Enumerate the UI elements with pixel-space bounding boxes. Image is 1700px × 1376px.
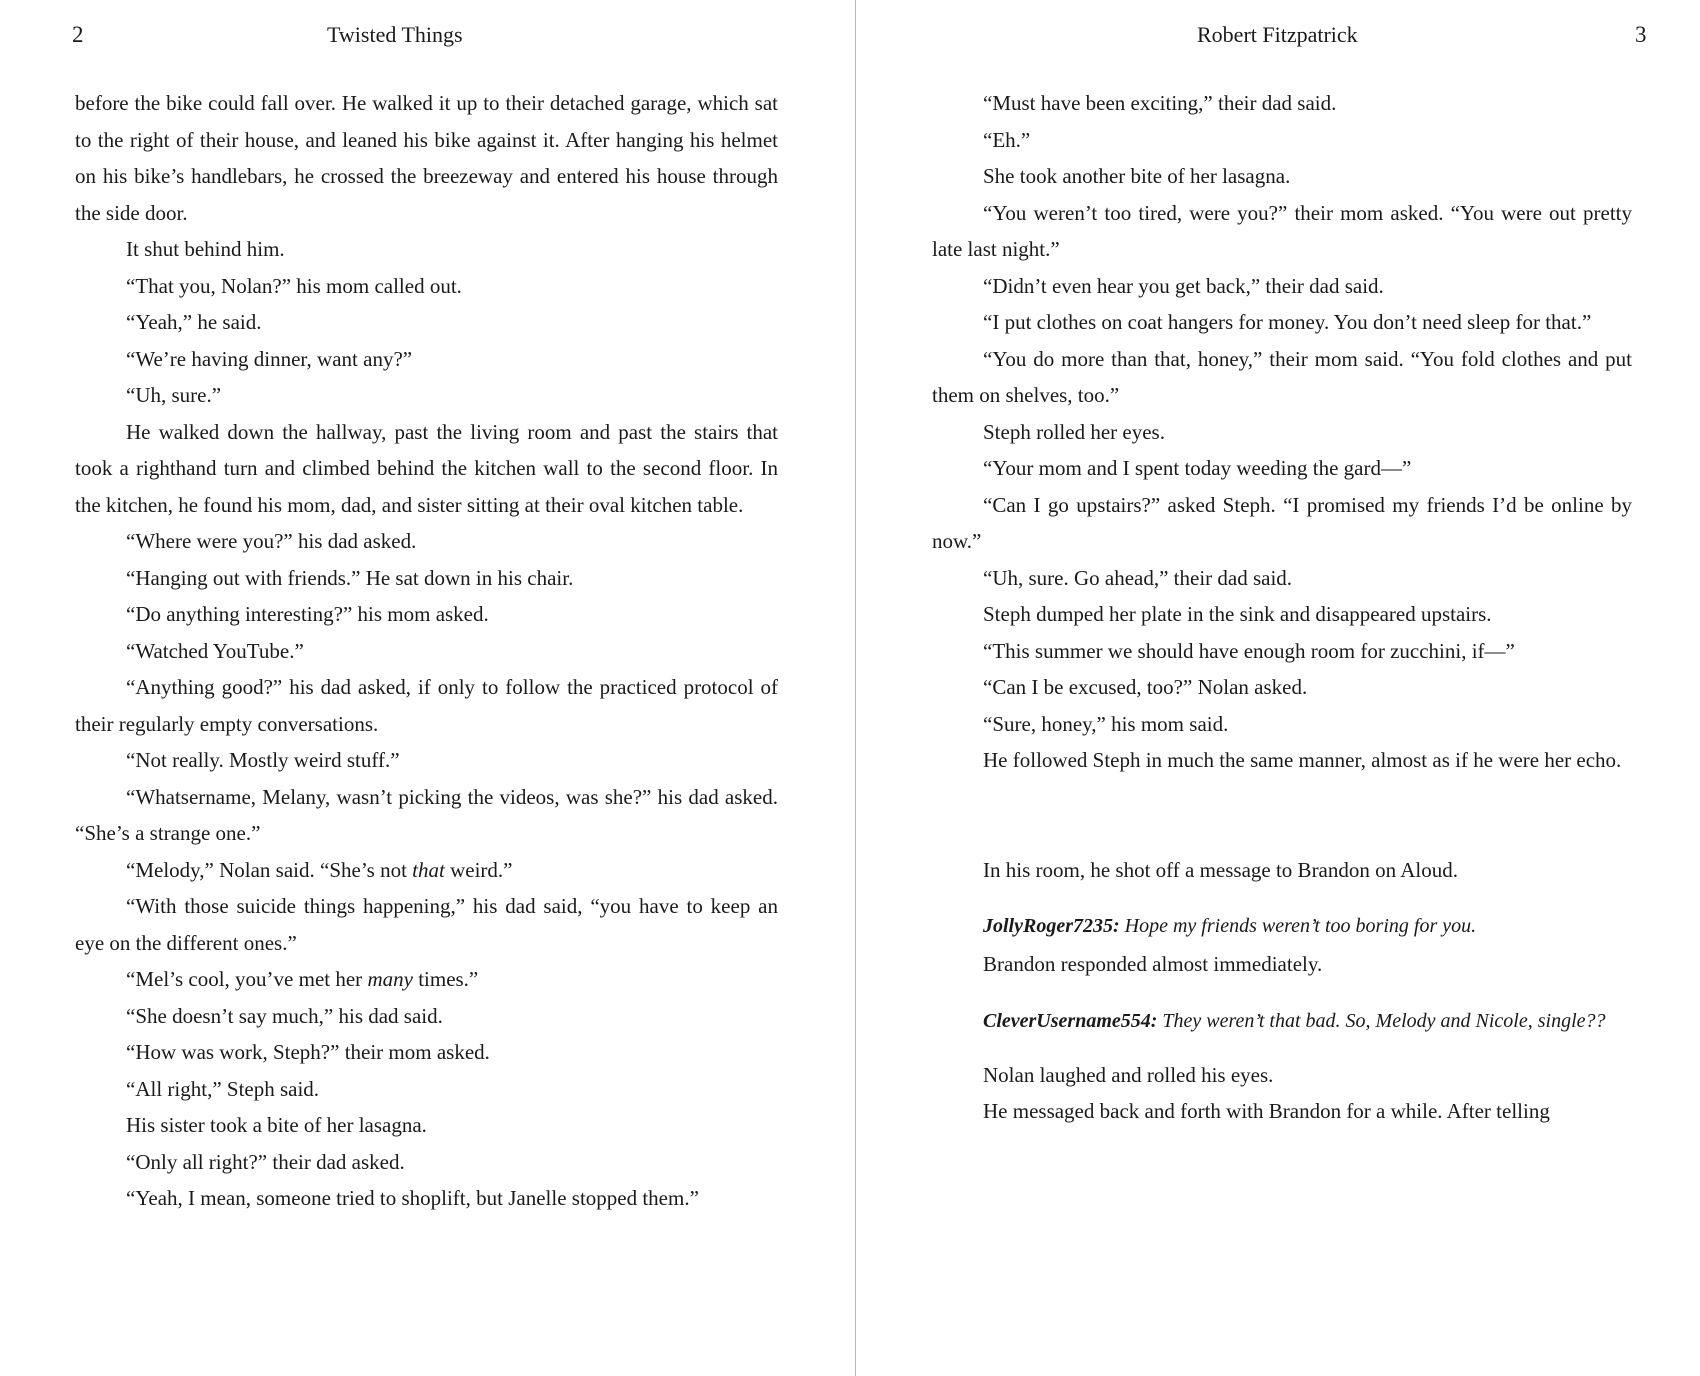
page-number: 2 — [72, 22, 84, 47]
paragraph: “Sure, honey,” his mom said. — [983, 711, 1229, 736]
paragraph: He messaged back and forth with Brandon for a while. After telling — [983, 1099, 1550, 1123]
paragraph: “With those suicide things happening,” his dad said, “you have to keep an eye on the different ones.” — [75, 894, 778, 955]
paragraph: “Eh.” — [983, 127, 1031, 152]
chat-username: CleverUsername554: — [983, 1009, 1158, 1032]
paragraph: “Uh, sure.” — [126, 383, 222, 407]
paragraph: “Can I go upstairs?” asked Steph. “I promised my friends I’d be online by now.” — [932, 492, 1632, 553]
paragraph: “Your mom and I spent today weeding the gard—” — [983, 456, 1412, 480]
chat-message-text: Hope my friends weren’t too boring for you. — [1119, 915, 1477, 937]
running-head: Twisted Things — [327, 22, 463, 47]
paragraph: “How was work, Steph?” their mom asked. — [126, 1040, 490, 1064]
paragraph: “You do more than that, honey,” their mom said. “You fold clothes and put them on shelves, too.” — [932, 346, 1632, 407]
paragraph: “Anything good?” his dad asked, if only to follow the practiced protocol of their regularly empty conversations. — [75, 675, 778, 736]
chat-message — [983, 1005, 1632, 1037]
chat-message — [983, 910, 1632, 942]
paragraph: “Do anything interesting?” his mom asked. — [126, 602, 489, 626]
paragraph: Steph dumped her plate in the sink and disappeared upstairs. — [983, 602, 1492, 626]
paragraph: She took another bite of her lasagna. — [983, 164, 1291, 188]
paragraph: “I put clothes on coat hangers for money. You don’t need sleep for that.” — [983, 310, 1592, 334]
paragraph: “Not really. Mostly weird stuff.” — [126, 748, 400, 772]
paragraph: “Hanging out with friends.” He sat down in his chair. — [126, 565, 574, 590]
paragraph: Brandon responded almost immediately. — [983, 952, 1323, 976]
emphasis: that — [412, 857, 445, 882]
paragraph: “We’re having dinner, want any?” — [126, 346, 413, 371]
paragraph: “Uh, sure. Go ahead,” their dad said. — [983, 565, 1293, 590]
paragraph: “Watched YouTube.” — [126, 638, 304, 663]
paragraph: It shut behind him. — [126, 237, 285, 261]
page-gutter-divider — [855, 0, 856, 1376]
paragraph: “Mel’s cool, you’ve met her many times.” — [126, 967, 479, 991]
paragraph: “All right,” Steph said. — [126, 1076, 320, 1101]
paragraph: In his room, he shot off a message to Brandon on Aloud. — [983, 857, 1458, 882]
chat-username: JollyRoger7235: — [983, 915, 1120, 937]
paragraph: “Only all right?” their dad asked. — [126, 1149, 405, 1174]
paragraph: “That you, Nolan?” his mom called out. — [126, 273, 462, 298]
right-page — [857, 0, 1700, 1376]
paragraph: “She doesn’t say much,” his dad said. — [126, 1003, 443, 1028]
paragraph: He walked down the hallway, past the living room and past the stairs that took a righthand turn and climbed behind the kitchen wall to the second floor. In the kitchen, he found his mom, dad, and sister sitting at their oval kitchen table. — [75, 419, 778, 517]
paragraph: “Yeah, I mean, someone tried to shoplift, but Janelle stopped them.” — [126, 1186, 699, 1210]
left-page-body — [75, 85, 778, 1217]
paragraph: before the bike could fall over. He walked it up to their detached garage, which sat to the right of their house, and leaned his bike against it. After hanging his helmet on his bike’s handlebars, he crossed the breezeway and entered his house through the side door. — [75, 91, 778, 225]
paragraph: “Whatsername, Melany, wasn’t picking the videos, was she?” his dad asked. “She’s a strange one.” — [75, 784, 778, 845]
paragraph: Steph rolled her eyes. — [983, 419, 1165, 444]
right-page-body — [932, 85, 1632, 1130]
paragraph: “Didn’t even hear you get back,” their dad said. — [983, 273, 1384, 298]
paragraph: “This summer we should have enough room for zucchini, if—” — [983, 638, 1515, 663]
paragraph: He followed Steph in much the same manner, almost as if he were her echo. — [983, 748, 1622, 772]
paragraph: “Can I be excused, too?” Nolan asked. — [983, 675, 1308, 699]
paragraph: “Yeah,” he said. — [126, 310, 262, 334]
paragraph: His sister took a bite of her lasagna. — [126, 1113, 427, 1137]
paragraph: “Melody,” Nolan said. “She’s not that weird.” — [126, 857, 513, 882]
emphasis: many — [367, 967, 413, 991]
chat-message-text: They weren’t that bad. So, Melody and Nicole, single?? — [1157, 1009, 1606, 1032]
page-number: 3 — [1635, 22, 1647, 47]
paragraph: “Where were you?” his dad asked. — [126, 529, 417, 553]
paragraph: “You weren’t too tired, were you?” their mom asked. “You were out pretty late last night.” — [932, 200, 1632, 261]
paragraph: Nolan laughed and rolled his eyes. — [983, 1062, 1274, 1087]
running-head: Robert Fitzpatrick — [1197, 22, 1358, 47]
paragraph: “Must have been exciting,” their dad said. — [983, 91, 1337, 115]
